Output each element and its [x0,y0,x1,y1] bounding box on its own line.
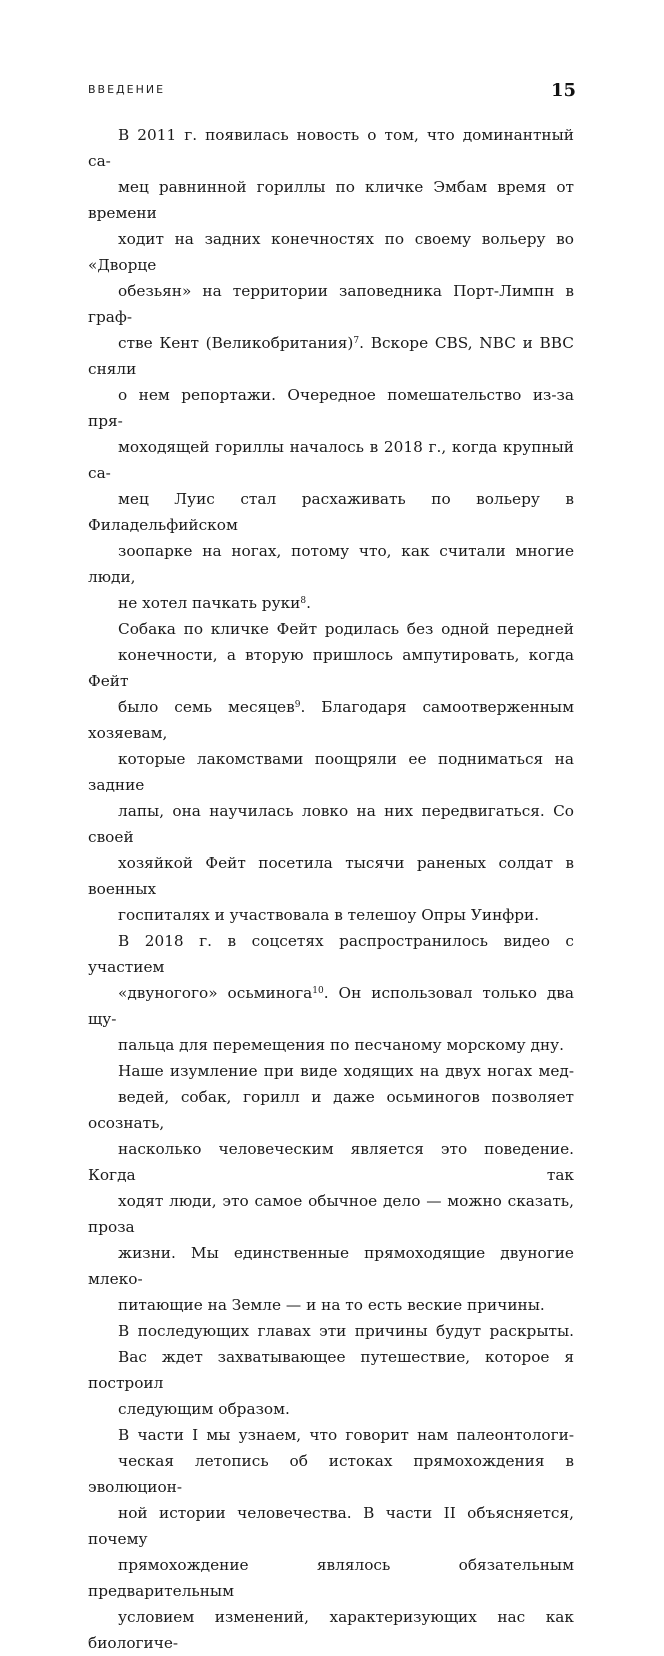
text-line: ведей, собак, горилл и даже осьминогов позволяет осознать, [88,1088,574,1132]
footnote-ref[interactable]: 10 [312,986,324,996]
text-line: условием изменений, характеризующих нас как биологиче- [88,1608,574,1652]
text-line: конечности, а вторую пришлось ампутировать, когда Фейт [88,646,574,690]
body-text [88,122,574,1656]
text-line: ной истории человечества. В части II объясняется, почему [88,1504,574,1548]
text-line: которые лакомствами поощряли ее подниматься на задние [88,750,574,794]
text-line: мец Луис стал расхаживать по вольеру в Филадельфийском [88,490,574,534]
text-line: насколько человеческим является это поведение. Когда так [88,1140,574,1184]
page-number: 15 [550,80,576,101]
footnote-ref[interactable]: 8 [300,596,307,606]
text-fragment: было семь месяцев [118,698,295,716]
paragraph [88,1422,574,1656]
text-line: прямохождение являлось обязательным предварительным [88,1556,574,1600]
text-fragment: «двуногого» осьминога [118,984,313,1002]
running-header [88,80,576,104]
text-line: мец равнинной гориллы по кличке Эмбам время от времени [88,178,574,222]
footnote-ref[interactable]: 9 [294,700,301,710]
text-line: моходящей гориллы началось в 2018 г., когда крупный са- [88,438,574,482]
text-line: жизни. Мы единственные прямоходящие двуногие млеко- [88,1244,574,1288]
text-line: зоопарке на ногах, потому что, как считали многие люди, [88,542,574,586]
text-line: В 2011 г. появилась новость о том, что доминантный са- [88,126,574,170]
text-line [88,590,574,616]
text-line [88,694,574,746]
text-line: хозяйкой Фейт посетила тысячи раненых солдат в военных [88,854,574,898]
text-fragment: . Благодаря самоотверженным хозяевам, [88,698,574,742]
text-fragment: . Вскоре CBS, NBC и BBC сняли [88,334,575,378]
text-line [88,330,574,382]
paragraph [88,616,574,928]
paragraph [88,928,574,1058]
paragraph [88,1318,574,1422]
text-line: ходит на задних конечностях по своему вольеру во «Дворце [88,230,574,274]
text-line: В части I мы узнаем, что говорит нам палеонтологи- [118,1426,574,1444]
text-line: В последующих главах эти причины будут раскрыты. [118,1322,574,1340]
text-line: обезьян» на территории заповедника Порт-Лимпн в граф- [88,282,574,326]
paragraph [88,1058,574,1318]
text-fragment: . Он использовал только два щу- [88,984,575,1028]
text-line: о нем репортажи. Очередное помешательство из-за пря- [88,386,574,430]
text-line: лапы, она научилась ловко на них передвигаться. Со своей [88,802,574,846]
footnote-ref[interactable]: 7 [353,336,360,346]
text-line: Вас ждет захватывающее путешествие, которое я построил [88,1348,574,1392]
text-line: госпиталях и участвовала в телешоу Опры Уинфри. [118,906,540,924]
text-line: Наше изумление при виде ходящих на двух ногах мед- [118,1062,574,1080]
text-fragment: . [306,594,311,612]
text-fragment: стве Кент (Великобритания) [118,334,354,352]
text-fragment: не хотел пачкать руки [118,594,301,612]
text-line: ходят люди, это самое обычное дело — можно сказать, проза [88,1192,574,1236]
text-line: следующим образом. [118,1400,290,1418]
text-line: пальца для перемещения по песчаному морскому дну. [118,1036,565,1054]
text-line: ческая летопись об истоках прямохождения в эволюцион- [88,1452,574,1496]
paragraph [88,122,574,616]
text-line [88,980,574,1032]
section-title: ВВЕДЕНИЕ [88,83,166,96]
text-line: питающие на Земле — и на то есть веские причины. [118,1296,545,1314]
text-line: В 2018 г. в соцсетях распространилось видео с участием [88,932,574,976]
text-line: Собака по кличке Фейт родилась без одной передней [118,620,574,638]
